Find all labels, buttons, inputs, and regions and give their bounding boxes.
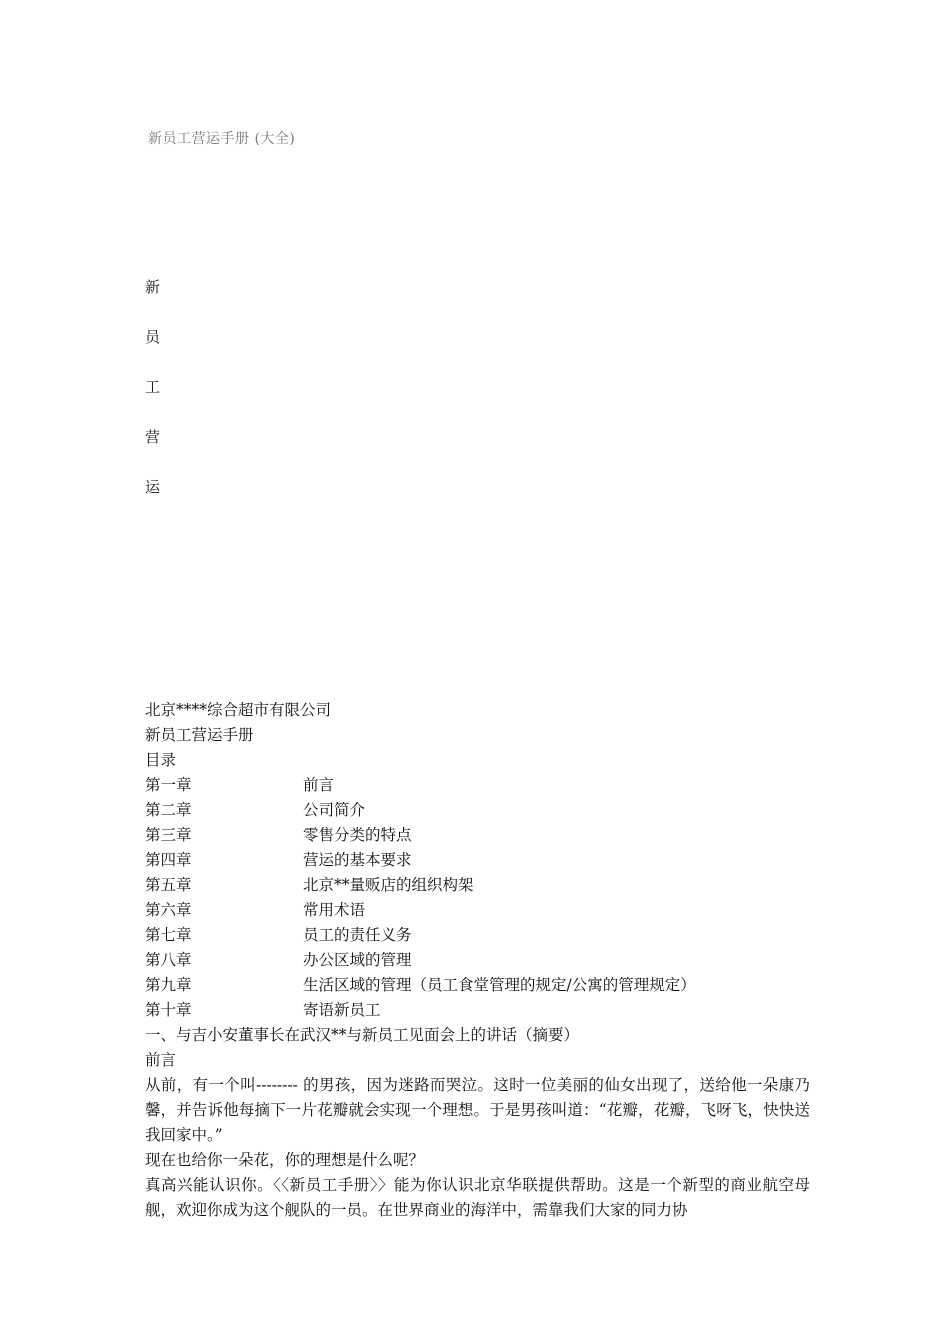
vertical-title-char: 员 [145,328,161,346]
toc-chapter-title: 寄语新员工 [303,1001,381,1019]
body-paragraph: 从前，有一个叫-------- 的男孩，因为迷路而哭泣。这时一位美丽的仙女出现了，送给他一朵康乃馨，并告诉他每摘下一片花瓣就会实现一个理想。于是男孩叫道：“花瓣，花瓣，飞呀飞，快快送我回家中。” [145,1076,810,1144]
toc-row [145,773,810,798]
toc-chapter-title: 办公区域的管理 [303,951,412,969]
company-name: 北京****综合超市有限公司 [145,701,332,719]
toc-chapter-title: 员工的责任义务 [303,926,412,944]
toc-chapter-number: 第四章 [145,851,192,869]
toc-row [145,898,810,923]
toc-heading: 目录 [145,751,177,769]
section-heading: 一、与吉小安董事长在武汉**与新员工见面会上的讲话（摘要） [145,1026,580,1044]
toc-chapter-number: 第三章 [145,826,192,844]
toc-chapter-number: 第二章 [145,801,192,819]
table-of-contents [145,773,810,1023]
toc-chapter-number: 第十章 [145,1001,192,1019]
vertical-title-char: 运 [145,478,161,496]
toc-row [145,973,810,998]
toc-row [145,948,810,973]
toc-chapter-title: 生活区域的管理（员工食堂管理的规定/公寓的管理规定） [303,976,696,994]
toc-row [145,873,810,898]
vertical-title [145,276,160,526]
manual-title: 新员工营运手册 [145,726,254,744]
toc-chapter-number: 第六章 [145,901,192,919]
toc-row [145,998,810,1023]
toc-chapter-title: 零售分类的特点 [303,826,412,844]
toc-chapter-number: 第九章 [145,976,192,994]
toc-row [145,923,810,948]
body-paragraph: 现在也给你一朵花，你的理想是什么呢？ [145,1151,425,1169]
toc-chapter-title: 公司简介 [303,801,366,819]
vertical-title-char: 新 [145,278,161,296]
toc-chapter-title: 北京**量贩店的组织构架 [303,876,474,894]
vertical-title-char: 工 [145,378,161,396]
toc-chapter-title: 常用术语 [303,901,366,919]
toc-row [145,848,810,873]
toc-chapter-title: 营运的基本要求 [303,851,412,869]
toc-row [145,798,810,823]
toc-chapter-number: 第七章 [145,926,192,944]
document-header-title: 新员工营运手册 (大全) [148,131,296,147]
toc-chapter-number: 第一章 [145,776,192,794]
body-paragraph: 真高兴能认识你。〈〈新员工手册〉〉能为你认识北京华联提供帮助。这是一个新型的商业航空母舰，欢迎你成为这个舰队的一员。在世界商业的海洋中，需靠我们大家的同力协 [145,1176,810,1219]
vertical-title-char: 营 [145,428,161,446]
toc-row [145,823,810,848]
preface-heading: 前言 [145,1051,177,1069]
toc-chapter-title: 前言 [303,776,335,794]
toc-chapter-number: 第五章 [145,876,192,894]
toc-chapter-number: 第八章 [145,951,192,969]
document-body [145,698,810,1223]
